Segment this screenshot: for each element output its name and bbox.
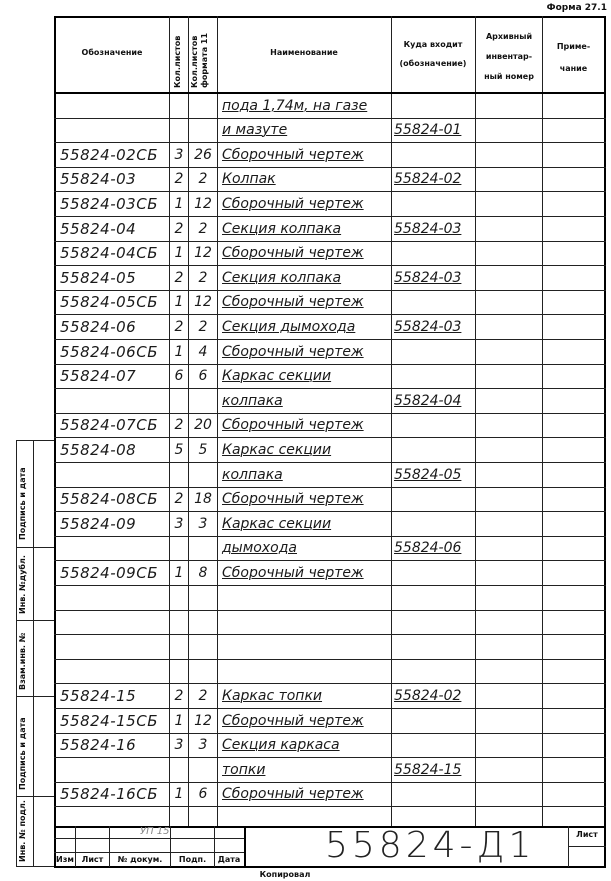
row-format11: 3 <box>198 737 208 753</box>
row-line <box>54 142 606 143</box>
header-archive-2: инвентар- <box>485 52 533 61</box>
row-line <box>54 388 606 389</box>
row-destination: 55824-04 <box>394 393 462 409</box>
row-line <box>54 634 606 635</box>
row-name: Сборочный чертеж <box>222 417 364 433</box>
side-label-dup-inv: Инв. №дубл. <box>18 555 27 614</box>
row-destination: 55824-15 <box>394 762 462 778</box>
row-line <box>54 683 606 684</box>
stamp-row-2 <box>54 852 244 853</box>
header-archive-3: ный номер <box>484 72 534 81</box>
row-line <box>54 585 606 586</box>
col-divider-5 <box>475 16 476 826</box>
row-name: Сборочный чертеж <box>222 786 364 802</box>
row-designation: 55824-15СБ <box>60 712 158 730</box>
row-name: Сборочный чертеж <box>222 491 364 507</box>
row-line <box>54 167 606 168</box>
row-sheets: 2 <box>174 319 184 335</box>
row-destination: 55824-03 <box>394 221 462 237</box>
row-designation: 55824-06СБ <box>60 343 158 361</box>
side-strip-left <box>16 440 17 867</box>
row-sheets: 3 <box>174 147 184 163</box>
row-line <box>54 290 606 291</box>
header-format11-count: Кол.листов формата 11 <box>190 32 209 88</box>
row-sheets: 2 <box>174 221 184 237</box>
row-name: пода 1,74м, на газе <box>222 98 368 114</box>
row-designation: 55824-04 <box>60 220 137 238</box>
row-designation: 55824-09 <box>60 515 137 533</box>
row-name: Сборочный чертеж <box>222 245 364 261</box>
row-line <box>54 339 606 340</box>
row-sheets: 5 <box>174 442 184 458</box>
row-line <box>54 511 606 512</box>
row-name: Сборочный чертеж <box>222 565 364 581</box>
row-sheets: 2 <box>174 417 184 433</box>
row-line <box>54 265 606 266</box>
row-designation: 55824-05 <box>60 269 137 287</box>
row-line <box>54 757 606 758</box>
row-line <box>54 536 606 537</box>
form-label: Форма 27.1 <box>546 3 607 13</box>
row-designation: 55824-06 <box>60 318 137 336</box>
side-sep-4 <box>16 796 54 797</box>
row-format11: 6 <box>198 786 208 802</box>
row-name: Сборочный чертеж <box>222 147 364 163</box>
header-bottom <box>54 92 606 94</box>
row-line <box>54 708 606 709</box>
stamp-col-5 <box>244 826 246 867</box>
col-divider-4 <box>391 16 392 826</box>
header-archive-1: Архивный <box>485 32 533 41</box>
row-format11: 2 <box>198 270 208 286</box>
stamp-signature: Подп. <box>178 855 207 864</box>
frame-left <box>54 16 56 867</box>
row-format11: 20 <box>194 417 212 433</box>
row-sheets: 2 <box>174 688 184 704</box>
row-format11: 12 <box>194 245 212 261</box>
row-line <box>54 806 606 807</box>
side-sep-2 <box>16 620 54 621</box>
header-destination-2: (обозначение) <box>399 59 467 68</box>
row-line <box>54 782 606 783</box>
row-destination: 55824-03 <box>394 319 462 335</box>
side-label-replace-inv: Взам.инв. № <box>18 632 27 690</box>
row-line <box>54 462 606 463</box>
row-line <box>54 560 606 561</box>
row-sheets: 2 <box>174 171 184 187</box>
stamp-scribble: УП 15 <box>140 826 170 837</box>
row-sheets: 1 <box>174 713 184 729</box>
row-name: Секция каркаса <box>222 737 340 753</box>
document-code: 55824-Д1 <box>325 825 536 866</box>
row-sheets: 1 <box>174 565 184 581</box>
header-name: Наименование <box>270 48 338 57</box>
stamp-sheet-sep <box>568 846 606 847</box>
row-line <box>54 659 606 660</box>
row-format11: 18 <box>194 491 212 507</box>
row-format11: 12 <box>194 713 212 729</box>
row-name: Каркас топки <box>222 688 323 704</box>
row-destination: 55824-02 <box>394 171 462 187</box>
header-designation: Обозначение <box>81 48 143 57</box>
stamp-doc-no: № докум. <box>117 855 163 864</box>
row-name: Сборочный чертеж <box>222 196 364 212</box>
stamp-sheet-label: Лист <box>576 830 598 839</box>
row-format11: 2 <box>198 221 208 237</box>
row-designation: 55824-15 <box>60 687 137 705</box>
frame-top <box>54 16 606 18</box>
row-sheets: 1 <box>174 245 184 261</box>
row-sheets: 3 <box>174 737 184 753</box>
row-designation: 55824-02СБ <box>60 146 158 164</box>
row-name: Секция дымохода <box>222 319 356 335</box>
row-name: дымохода <box>222 540 297 556</box>
row-name: топки <box>222 762 266 778</box>
row-designation: 55824-08СБ <box>60 490 158 508</box>
side-strip-bottom <box>16 866 54 867</box>
row-format11: 4 <box>198 344 208 360</box>
stamp-date: Дата <box>217 855 241 864</box>
row-designation: 55824-07 <box>60 367 137 385</box>
side-sep-3 <box>16 696 54 697</box>
row-line <box>54 413 606 414</box>
row-designation: 55824-03 <box>60 170 137 188</box>
row-format11: 3 <box>198 516 208 532</box>
row-format11: 6 <box>198 368 208 384</box>
row-designation: 55824-09СБ <box>60 564 158 582</box>
row-format11: 12 <box>194 294 212 310</box>
header-destination-1: Куда входит <box>403 40 463 49</box>
row-designation: 55824-07СБ <box>60 416 158 434</box>
row-designation: 55824-03СБ <box>60 195 158 213</box>
row-sheets: 2 <box>174 270 184 286</box>
row-designation: 55824-04СБ <box>60 244 158 262</box>
stamp-copied: Копировал <box>259 870 311 879</box>
row-line <box>54 216 606 217</box>
header-sheet-count: Кол.листов <box>173 35 182 88</box>
row-line <box>54 733 606 734</box>
side-label-sign-date-bottom: Подпись и дата <box>18 717 27 790</box>
row-name: Сборочный чертеж <box>222 344 364 360</box>
row-line <box>54 364 606 365</box>
header-note-2: чание <box>559 64 588 73</box>
row-format11: 8 <box>198 565 208 581</box>
stamp-sheet: Лист <box>81 855 104 864</box>
row-line <box>54 314 606 315</box>
row-destination: 55824-02 <box>394 688 462 704</box>
row-name: колпака <box>222 393 283 409</box>
row-line <box>54 241 606 242</box>
row-designation: 55824-16 <box>60 736 137 754</box>
row-line <box>54 487 606 488</box>
stamp-change: Изм <box>56 855 74 864</box>
row-sheets: 1 <box>174 196 184 212</box>
col-divider-3 <box>217 16 218 826</box>
stamp-row-1 <box>54 838 244 839</box>
frame-right <box>604 16 606 867</box>
row-name: Сборочный чертеж <box>222 713 364 729</box>
row-destination: 55824-01 <box>394 122 462 138</box>
row-sheets: 6 <box>174 368 184 384</box>
row-designation: 55824-08 <box>60 441 137 459</box>
row-name: Сборочный чертеж <box>222 294 364 310</box>
side-label-orig-inv: Инв. № подл. <box>18 800 27 862</box>
row-designation: 55824-16СБ <box>60 785 158 803</box>
row-name: колпака <box>222 467 283 483</box>
side-label-sign-date-top: Подпись и дата <box>18 467 27 540</box>
row-name: Секция колпака <box>222 221 342 237</box>
row-line <box>54 191 606 192</box>
row-format11: 12 <box>194 196 212 212</box>
row-name: Каркас секции <box>222 368 332 384</box>
row-destination: 55824-06 <box>394 540 462 556</box>
header-note-1: Приме- <box>556 42 591 51</box>
row-line <box>54 118 606 119</box>
side-sep-1 <box>16 547 54 548</box>
row-line <box>54 437 606 438</box>
row-name: Секция колпака <box>222 270 342 286</box>
col-divider-6 <box>542 16 543 826</box>
row-format11: 2 <box>198 688 208 704</box>
row-name: и мазуте <box>222 122 288 138</box>
row-line <box>54 610 606 611</box>
stamp-bottom <box>54 866 606 868</box>
row-sheets: 1 <box>174 294 184 310</box>
side-strip-top <box>16 440 54 441</box>
row-sheets: 2 <box>174 491 184 507</box>
row-destination: 55824-03 <box>394 270 462 286</box>
row-name: Каркас секции <box>222 516 332 532</box>
side-strip-mid <box>33 440 34 867</box>
row-name: Каркас секции <box>222 442 332 458</box>
row-format11: 5 <box>198 442 208 458</box>
row-format11: 2 <box>198 319 208 335</box>
row-format11: 26 <box>194 147 212 163</box>
row-designation: 55824-05СБ <box>60 293 158 311</box>
row-sheets: 1 <box>174 786 184 802</box>
row-sheets: 3 <box>174 516 184 532</box>
row-destination: 55824-05 <box>394 467 462 483</box>
row-name: Колпак <box>222 171 276 187</box>
row-sheets: 1 <box>174 344 184 360</box>
row-format11: 2 <box>198 171 208 187</box>
